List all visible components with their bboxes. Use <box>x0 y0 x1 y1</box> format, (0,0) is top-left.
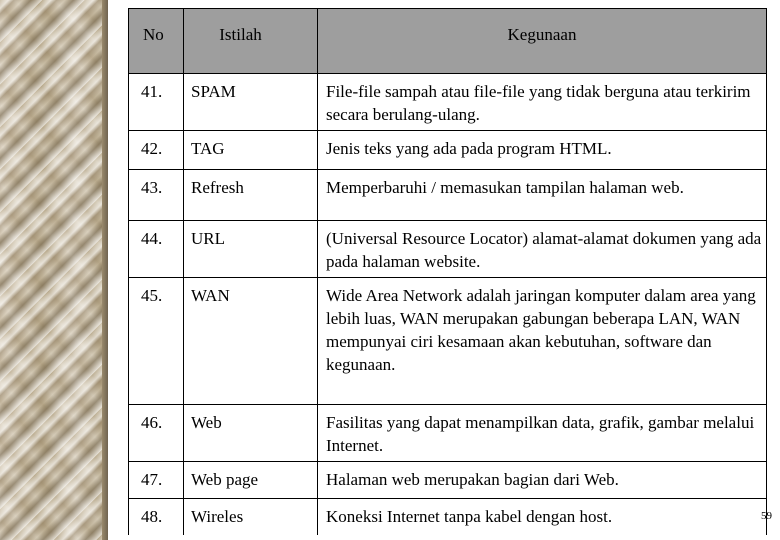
table-row <box>129 462 767 499</box>
glossary-table <box>128 8 767 535</box>
row-term: Refresh <box>184 170 318 221</box>
row-description: Memperbaruhi / memasukan tampilan halaman web. <box>318 170 767 221</box>
row-term: Wireles <box>184 499 318 536</box>
row-description: Wide Area Network adalah jaringan komputer dalam area yang lebih luas, WAN merupakan gabungan beberapa LAN, WAN mempunyai ciri kesamaan akan kebutuhan, software dan kegunaan. <box>318 278 767 405</box>
table-row <box>129 74 767 131</box>
row-number: 44. <box>129 221 184 278</box>
row-term: WAN <box>184 278 318 405</box>
table-row <box>129 405 767 462</box>
row-term: Web <box>184 405 318 462</box>
row-term: SPAM <box>184 74 318 131</box>
row-number: 45. <box>129 278 184 405</box>
row-term: URL <box>184 221 318 278</box>
row-description: File-file sampah atau file-file yang tidak berguna atau terkirim secara berulang-ulang. <box>318 74 767 131</box>
header-no: No <box>129 9 184 74</box>
row-term: TAG <box>184 131 318 170</box>
table-row <box>129 278 767 405</box>
row-description: (Universal Resource Locator) alamat-alamat dokumen yang ada pada halaman website. <box>318 221 767 278</box>
row-description: Fasilitas yang dapat menampilkan data, grafik, gambar melalui Internet. <box>318 405 767 462</box>
row-term: Web page <box>184 462 318 499</box>
row-number: 42. <box>129 131 184 170</box>
decorative-marble-border <box>0 0 108 540</box>
table-header <box>129 9 767 74</box>
header-term: Istilah <box>184 9 318 74</box>
row-number: 47. <box>129 462 184 499</box>
header-use: Kegunaan <box>318 9 767 74</box>
row-description: Koneksi Internet tanpa kabel dengan host. <box>318 499 767 536</box>
row-number: 41. <box>129 74 184 131</box>
table-row <box>129 499 767 536</box>
table-row <box>129 221 767 278</box>
row-description: Jenis teks yang ada pada program HTML. <box>318 131 767 170</box>
page-number: 59 <box>761 510 772 522</box>
row-number: 48. <box>129 499 184 536</box>
row-description: Halaman web merupakan bagian dari Web. <box>318 462 767 499</box>
table-row <box>129 131 767 170</box>
row-number: 46. <box>129 405 184 462</box>
row-number: 43. <box>129 170 184 221</box>
table-row <box>129 170 767 221</box>
